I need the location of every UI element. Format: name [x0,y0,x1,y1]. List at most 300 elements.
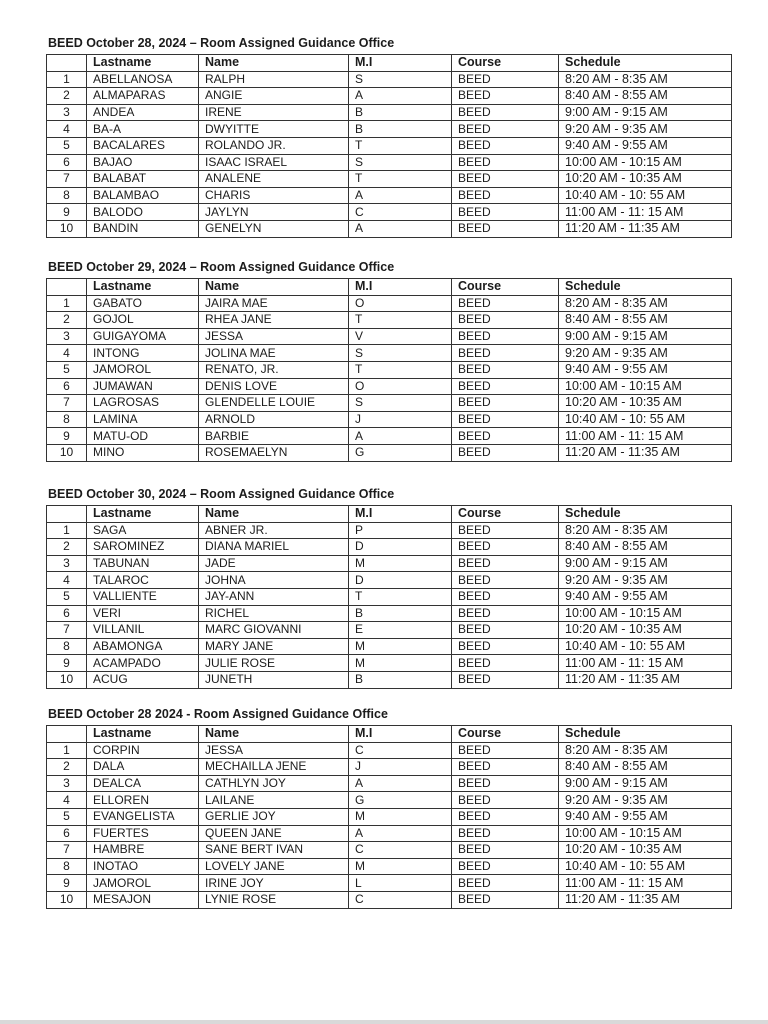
column-header-number [47,55,87,72]
cell-middle-initial: V [349,328,452,345]
column-header-lastname: Lastname [87,279,199,296]
cell-schedule: 8:20 AM - 8:35 AM [559,742,732,759]
table-row [47,622,732,639]
cell-course: BEED [452,171,559,188]
cell-lastname: VERI [87,605,199,622]
cell-middle-initial: A [349,220,452,237]
section-title: BEED October 28, 2024 – Room Assigned Guidance Office [48,36,395,50]
table-row [47,345,732,362]
cell-lastname: MESAJON [87,891,199,908]
cell-middle-initial: M [349,655,452,672]
cell-middle-initial: S [349,71,452,88]
cell-name: GLENDELLE LOUIE [199,395,349,412]
schedule-table [46,278,732,462]
cell-schedule: 10:00 AM - 10:15 AM [559,605,732,622]
cell-middle-initial: B [349,605,452,622]
column-header-course: Course [452,279,559,296]
cell-number: 6 [47,825,87,842]
schedule-table [46,505,732,689]
cell-schedule: 8:40 AM - 8:55 AM [559,312,732,329]
cell-name: DWYITTE [199,121,349,138]
column-header-lastname: Lastname [87,726,199,743]
cell-number: 6 [47,378,87,395]
cell-name: ABNER JR. [199,522,349,539]
table-row [47,171,732,188]
cell-schedule: 8:40 AM - 8:55 AM [559,759,732,776]
cell-number: 2 [47,312,87,329]
schedule-section-oct-29 [46,260,736,462]
cell-middle-initial: M [349,808,452,825]
cell-course: BEED [452,104,559,121]
cell-course: BEED [452,539,559,556]
cell-schedule: 9:20 AM - 9:35 AM [559,572,732,589]
column-header-name: Name [199,55,349,72]
cell-middle-initial: S [349,345,452,362]
table-row [47,775,732,792]
cell-lastname: CORPIN [87,742,199,759]
cell-number: 10 [47,444,87,461]
cell-number: 4 [47,572,87,589]
cell-lastname: INOTAO [87,858,199,875]
cell-lastname: LAGROSAS [87,395,199,412]
cell-course: BEED [452,891,559,908]
cell-number: 4 [47,792,87,809]
column-header-lastname: Lastname [87,506,199,523]
cell-number: 7 [47,842,87,859]
cell-name: JAYLYN [199,204,349,221]
cell-middle-initial: J [349,411,452,428]
column-header-number [47,726,87,743]
cell-name: IRENE [199,104,349,121]
cell-name: JESSA [199,328,349,345]
cell-name: JOLINA MAE [199,345,349,362]
cell-middle-initial: G [349,792,452,809]
table-row [47,154,732,171]
cell-lastname: ELLOREN [87,792,199,809]
cell-name: CHARIS [199,187,349,204]
cell-middle-initial: M [349,555,452,572]
table-row [47,759,732,776]
cell-number: 3 [47,775,87,792]
cell-course: BEED [452,588,559,605]
cell-lastname: GABATO [87,295,199,312]
cell-lastname: BALAMBAO [87,187,199,204]
schedule-table [46,725,732,909]
cell-course: BEED [452,378,559,395]
table-row [47,411,732,428]
cell-number: 8 [47,858,87,875]
column-header-name: Name [199,506,349,523]
section-title: BEED October 29, 2024 – Room Assigned Guidance Office [48,260,395,274]
table-row [47,792,732,809]
cell-number: 6 [47,605,87,622]
cell-schedule: 11:20 AM - 11:35 AM [559,671,732,688]
table-row [47,187,732,204]
cell-number: 3 [47,328,87,345]
cell-course: BEED [452,295,559,312]
cell-schedule: 11:00 AM - 11: 15 AM [559,204,732,221]
cell-middle-initial: S [349,154,452,171]
cell-name: DENIS LOVE [199,378,349,395]
cell-name: RHEA JANE [199,312,349,329]
cell-schedule: 9:20 AM - 9:35 AM [559,121,732,138]
cell-middle-initial: B [349,671,452,688]
cell-number: 10 [47,220,87,237]
cell-lastname: BALABAT [87,171,199,188]
cell-name: ISAAC ISRAEL [199,154,349,171]
cell-schedule: 8:20 AM - 8:35 AM [559,295,732,312]
cell-name: ROSEMAELYN [199,444,349,461]
cell-course: BEED [452,121,559,138]
cell-lastname: SAGA [87,522,199,539]
cell-number: 5 [47,137,87,154]
cell-lastname: SAROMINEZ [87,539,199,556]
cell-schedule: 8:40 AM - 8:55 AM [559,88,732,105]
cell-name: BARBIE [199,428,349,445]
table-row [47,137,732,154]
cell-name: JUNETH [199,671,349,688]
column-header-schedule: Schedule [559,506,732,523]
cell-middle-initial: E [349,622,452,639]
cell-number: 8 [47,187,87,204]
cell-lastname: JAMOROL [87,875,199,892]
cell-name: ROLANDO JR. [199,137,349,154]
schedule-table [46,54,732,238]
cell-middle-initial: A [349,428,452,445]
cell-name: MARY JANE [199,638,349,655]
cell-lastname: ABAMONGA [87,638,199,655]
cell-middle-initial: B [349,121,452,138]
cell-lastname: HAMBRE [87,842,199,859]
cell-name: RENATO, JR. [199,361,349,378]
table-row [47,825,732,842]
cell-middle-initial: P [349,522,452,539]
cell-course: BEED [452,671,559,688]
cell-course: BEED [452,312,559,329]
cell-middle-initial: D [349,539,452,556]
cell-name: MECHAILLA JENE [199,759,349,776]
table-row [47,395,732,412]
cell-schedule: 11:00 AM - 11: 15 AM [559,875,732,892]
cell-schedule: 10:20 AM - 10:35 AM [559,842,732,859]
cell-number: 1 [47,742,87,759]
cell-schedule: 10:40 AM - 10: 55 AM [559,638,732,655]
cell-lastname: BAJAO [87,154,199,171]
cell-number: 8 [47,411,87,428]
cell-lastname: TALAROC [87,572,199,589]
cell-middle-initial: C [349,842,452,859]
cell-lastname: BACALARES [87,137,199,154]
cell-lastname: ABELLANOSA [87,71,199,88]
cell-number: 4 [47,345,87,362]
cell-lastname: JAMOROL [87,361,199,378]
cell-schedule: 9:40 AM - 9:55 AM [559,361,732,378]
cell-lastname: GOJOL [87,312,199,329]
cell-middle-initial: A [349,88,452,105]
section-title: BEED October 30, 2024 – Room Assigned Guidance Office [48,487,395,501]
cell-course: BEED [452,655,559,672]
cell-course: BEED [452,759,559,776]
column-header-middle-initial: M.I [349,279,452,296]
cell-schedule: 9:20 AM - 9:35 AM [559,792,732,809]
cell-course: BEED [452,328,559,345]
cell-name: LAILANE [199,792,349,809]
cell-name: IRINE JOY [199,875,349,892]
cell-lastname: JUMAWAN [87,378,199,395]
cell-lastname: ACUG [87,671,199,688]
table-row [47,88,732,105]
table-row [47,444,732,461]
table-row [47,522,732,539]
cell-course: BEED [452,638,559,655]
column-header-course: Course [452,506,559,523]
cell-course: BEED [452,220,559,237]
cell-name: ANALENE [199,171,349,188]
table-row [47,671,732,688]
cell-course: BEED [452,825,559,842]
table-header-row [47,55,732,72]
cell-lastname: VILLANIL [87,622,199,639]
cell-name: QUEEN JANE [199,825,349,842]
cell-number: 5 [47,361,87,378]
cell-schedule: 10:00 AM - 10:15 AM [559,378,732,395]
cell-number: 3 [47,555,87,572]
cell-lastname: FUERTES [87,825,199,842]
cell-name: ANGIE [199,88,349,105]
cell-lastname: LAMINA [87,411,199,428]
section-title: BEED October 28 2024 - Room Assigned Guidance Office [48,707,388,721]
cell-name: JULIE ROSE [199,655,349,672]
table-row [47,842,732,859]
cell-schedule: 10:40 AM - 10: 55 AM [559,411,732,428]
table-row [47,361,732,378]
cell-middle-initial: T [349,171,452,188]
table-row [47,742,732,759]
cell-schedule: 9:40 AM - 9:55 AM [559,808,732,825]
cell-name: MARC GIOVANNI [199,622,349,639]
table-row [47,428,732,445]
table-row [47,555,732,572]
cell-schedule: 8:40 AM - 8:55 AM [559,539,732,556]
table-row [47,328,732,345]
cell-schedule: 10:20 AM - 10:35 AM [559,171,732,188]
cell-course: BEED [452,605,559,622]
cell-number: 7 [47,395,87,412]
cell-number: 9 [47,875,87,892]
cell-number: 2 [47,759,87,776]
cell-course: BEED [452,842,559,859]
cell-number: 9 [47,428,87,445]
cell-number: 5 [47,808,87,825]
cell-number: 9 [47,655,87,672]
column-header-schedule: Schedule [559,726,732,743]
table-row [47,312,732,329]
cell-schedule: 10:00 AM - 10:15 AM [559,154,732,171]
cell-course: BEED [452,792,559,809]
cell-schedule: 10:20 AM - 10:35 AM [559,395,732,412]
cell-name: RALPH [199,71,349,88]
cell-middle-initial: M [349,638,452,655]
cell-course: BEED [452,395,559,412]
table-row [47,605,732,622]
cell-name: SANE BERT IVAN [199,842,349,859]
cell-middle-initial: J [349,759,452,776]
table-header-row [47,726,732,743]
cell-schedule: 9:40 AM - 9:55 AM [559,137,732,154]
table-row [47,220,732,237]
cell-middle-initial: L [349,875,452,892]
cell-course: BEED [452,622,559,639]
cell-course: BEED [452,555,559,572]
column-header-name: Name [199,726,349,743]
table-row [47,104,732,121]
cell-schedule: 8:20 AM - 8:35 AM [559,71,732,88]
cell-schedule: 9:00 AM - 9:15 AM [559,104,732,121]
cell-schedule: 9:00 AM - 9:15 AM [559,555,732,572]
cell-middle-initial: T [349,361,452,378]
cell-number: 1 [47,71,87,88]
cell-name: CATHLYN JOY [199,775,349,792]
cell-name: ARNOLD [199,411,349,428]
cell-name: GENELYN [199,220,349,237]
cell-middle-initial: C [349,204,452,221]
cell-lastname: ACAMPADO [87,655,199,672]
cell-lastname: DALA [87,759,199,776]
cell-name: JAY-ANN [199,588,349,605]
cell-name: JESSA [199,742,349,759]
cell-schedule: 8:20 AM - 8:35 AM [559,522,732,539]
cell-schedule: 11:20 AM - 11:35 AM [559,891,732,908]
table-row [47,858,732,875]
cell-number: 5 [47,588,87,605]
cell-course: BEED [452,361,559,378]
cell-schedule: 10:40 AM - 10: 55 AM [559,858,732,875]
table-row [47,808,732,825]
cell-course: BEED [452,154,559,171]
cell-lastname: ALMAPARAS [87,88,199,105]
cell-course: BEED [452,858,559,875]
cell-number: 3 [47,104,87,121]
cell-middle-initial: D [349,572,452,589]
cell-middle-initial: G [349,444,452,461]
cell-schedule: 10:20 AM - 10:35 AM [559,622,732,639]
page-bottom-edge [0,1020,768,1024]
column-header-name: Name [199,279,349,296]
cell-middle-initial: T [349,588,452,605]
table-row [47,588,732,605]
cell-course: BEED [452,742,559,759]
cell-middle-initial: S [349,395,452,412]
cell-course: BEED [452,444,559,461]
cell-schedule: 10:40 AM - 10: 55 AM [559,187,732,204]
column-header-middle-initial: M.I [349,726,452,743]
table-row [47,539,732,556]
cell-number: 6 [47,154,87,171]
table-row [47,71,732,88]
column-header-number [47,279,87,296]
cell-schedule: 9:20 AM - 9:35 AM [559,345,732,362]
cell-middle-initial: A [349,825,452,842]
cell-name: LYNIE ROSE [199,891,349,908]
table-header-row [47,506,732,523]
table-row [47,655,732,672]
cell-middle-initial: A [349,187,452,204]
cell-number: 2 [47,88,87,105]
column-header-schedule: Schedule [559,55,732,72]
cell-middle-initial: T [349,312,452,329]
cell-name: GERLIE JOY [199,808,349,825]
cell-course: BEED [452,88,559,105]
cell-number: 10 [47,891,87,908]
cell-name: JAIRA MAE [199,295,349,312]
cell-name: DIANA MARIEL [199,539,349,556]
cell-schedule: 11:20 AM - 11:35 AM [559,220,732,237]
column-header-schedule: Schedule [559,279,732,296]
cell-schedule: 11:20 AM - 11:35 AM [559,444,732,461]
cell-course: BEED [452,204,559,221]
cell-number: 7 [47,171,87,188]
cell-number: 8 [47,638,87,655]
cell-middle-initial: O [349,378,452,395]
column-header-lastname: Lastname [87,55,199,72]
cell-course: BEED [452,137,559,154]
cell-middle-initial: M [349,858,452,875]
cell-middle-initial: O [349,295,452,312]
column-header-number [47,506,87,523]
cell-number: 2 [47,539,87,556]
cell-schedule: 9:00 AM - 9:15 AM [559,775,732,792]
cell-middle-initial: C [349,891,452,908]
cell-middle-initial: B [349,104,452,121]
cell-number: 10 [47,671,87,688]
cell-number: 9 [47,204,87,221]
cell-number: 7 [47,622,87,639]
table-row [47,875,732,892]
cell-lastname: EVANGELISTA [87,808,199,825]
cell-lastname: BANDIN [87,220,199,237]
cell-middle-initial: T [349,137,452,154]
cell-lastname: GUIGAYOMA [87,328,199,345]
cell-course: BEED [452,775,559,792]
cell-name: JADE [199,555,349,572]
table-row [47,295,732,312]
table-header-row [47,279,732,296]
column-header-course: Course [452,726,559,743]
cell-course: BEED [452,808,559,825]
schedule-section-oct-28 [46,36,736,238]
cell-middle-initial: A [349,775,452,792]
column-header-course: Course [452,55,559,72]
cell-lastname: MINO [87,444,199,461]
table-row [47,204,732,221]
cell-number: 4 [47,121,87,138]
table-row [47,891,732,908]
cell-number: 1 [47,295,87,312]
table-row [47,378,732,395]
cell-course: BEED [452,572,559,589]
schedule-section-oct-28-b [46,707,736,909]
cell-course: BEED [452,345,559,362]
cell-lastname: TABUNAN [87,555,199,572]
schedule-section-oct-30 [46,487,736,689]
cell-course: BEED [452,411,559,428]
cell-lastname: MATU-OD [87,428,199,445]
table-row [47,121,732,138]
cell-lastname: INTONG [87,345,199,362]
cell-schedule: 11:00 AM - 11: 15 AM [559,655,732,672]
cell-lastname: DEALCA [87,775,199,792]
cell-name: LOVELY JANE [199,858,349,875]
